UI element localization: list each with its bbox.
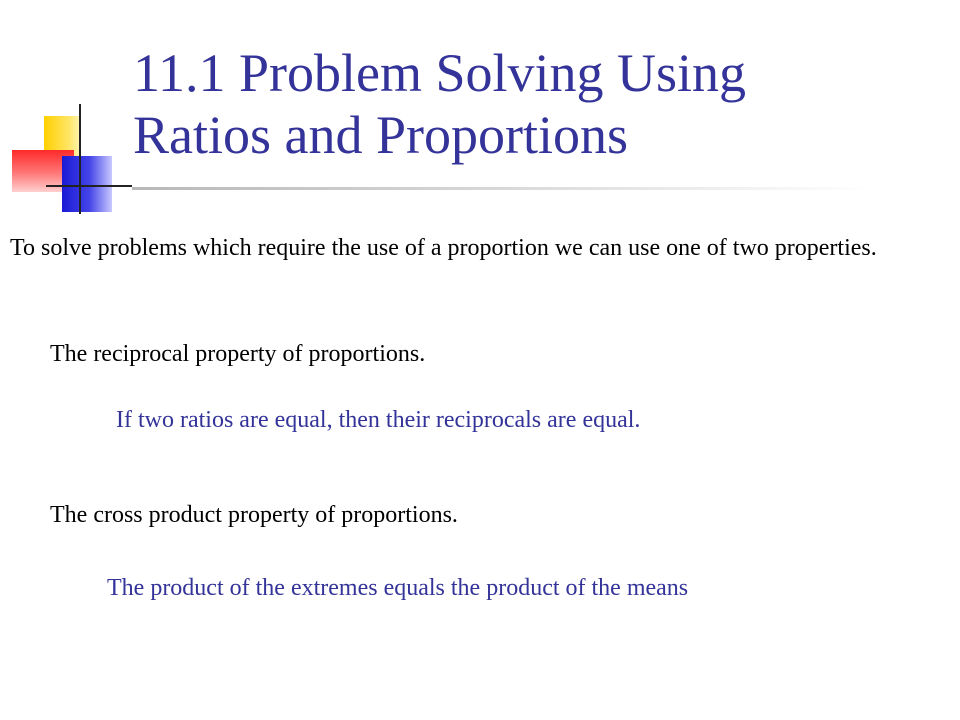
title-divider [132, 187, 872, 190]
slide-title-line-2: Ratios and Proportions [133, 105, 628, 165]
logo-horizontal-line [46, 185, 132, 187]
corner-squares-logo-icon [0, 0, 140, 220]
slide-title [133, 42, 933, 166]
slide-title-line-1: 11.1 Problem Solving Using [133, 43, 747, 103]
cross-product-property-rule: The product of the extremes equals the product of the means [107, 575, 689, 601]
intro-paragraph: To solve problems which require the use of a proportion we can use one of two properties. [10, 235, 877, 261]
cross-product-property-heading: The cross product property of proportions. [50, 502, 458, 528]
reciprocal-property-rule: If two ratios are equal, then their reciprocals are equal. [116, 407, 641, 433]
logo-blue-square [62, 156, 112, 212]
reciprocal-property-heading: The reciprocal property of proportions. [50, 341, 426, 367]
logo-vertical-line [79, 104, 81, 214]
